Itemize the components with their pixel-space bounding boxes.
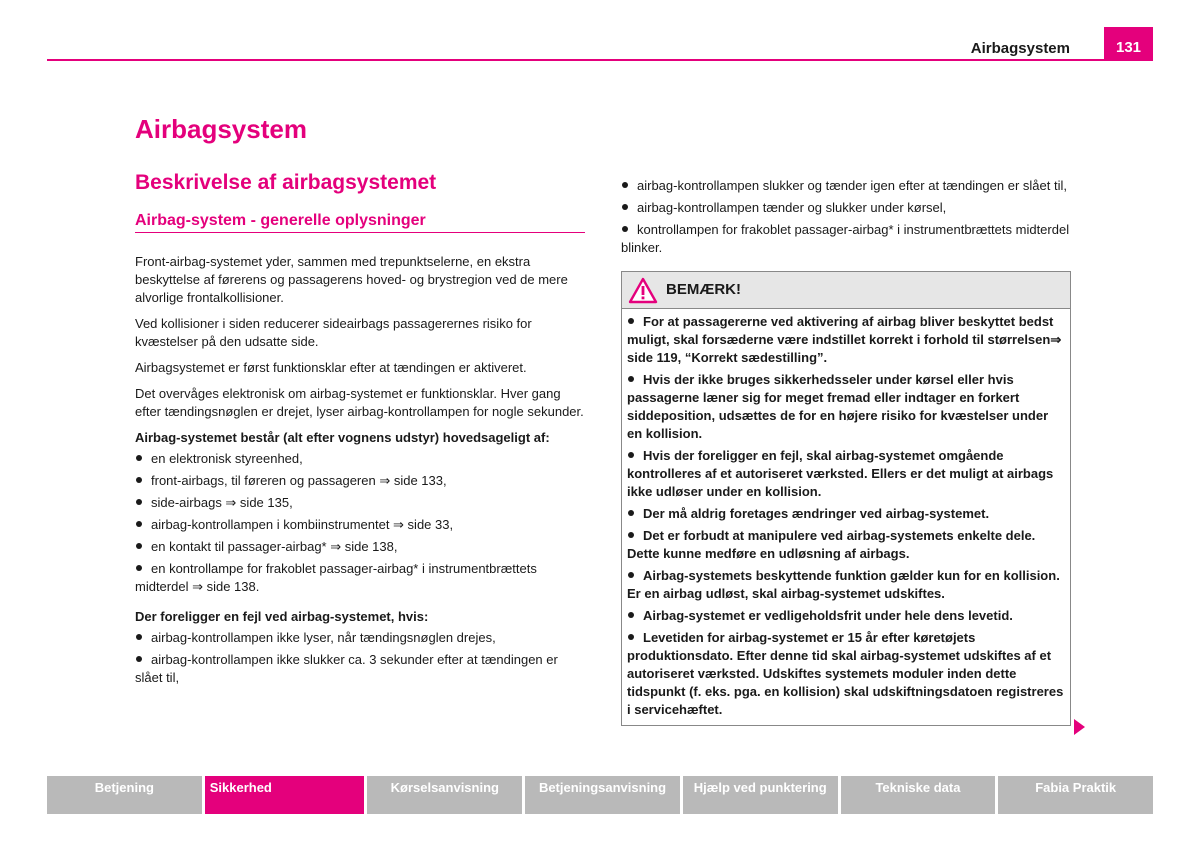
list-item: airbag-kontrollampen slukker og tænder igen efter at tændingen er slået til,: [621, 177, 1071, 195]
bullet-icon: [136, 565, 142, 571]
fault-list: [135, 629, 585, 687]
fault-heading: Der foreligger en fejl ved airbag-systemet, hvis:: [135, 609, 429, 624]
bullet-icon: [628, 452, 634, 458]
bullet-icon: [136, 499, 142, 505]
paragraph: Det overvåges elektronisk om airbag-systemet er funktionsklar. Hver gang efter tændingsnøglen er drejet, lyser airbag-kontrollampen for nogle sekunder.: [135, 386, 584, 419]
list-item: en kontrollampe for frakoblet passager-airbag* i instrumentbrættets midterdel ⇒ side 138.: [135, 561, 537, 594]
running-header-title: Airbagsystem: [970, 40, 1070, 57]
bullet-icon: [622, 182, 628, 188]
right-column: [621, 177, 1071, 726]
warning-note-header: [622, 272, 1070, 309]
list-item: For at passagererne ved aktivering af airbag bliver beskyttet bedst muligt, skal forsæderne være indstillet korrekt i forhold til størrelsen⇒ side 119, “Korrekt sædestilling”.: [627, 314, 1062, 365]
warning-list: [627, 313, 1065, 719]
tab-hjaelp-ved-punktering[interactable]: Hjælp ved punktering: [683, 776, 838, 814]
bullet-icon: [628, 318, 634, 324]
fault-list-continued: [621, 177, 1071, 257]
tab-betjening[interactable]: Betjening: [47, 776, 202, 814]
list-item: Det er forbudt at manipulere ved airbag-systemets enkelte dele. Dette kunne medføre en udløsning af airbags.: [627, 528, 1036, 561]
list-item: kontrollampen for frakoblet passager-airbag* i instrumentbrættets midterdel blinker.: [621, 222, 1070, 255]
tab-fabia-praktik[interactable]: Fabia Praktik: [998, 776, 1153, 814]
tab-tekniske-data[interactable]: Tekniske data: [841, 776, 996, 814]
bullet-icon: [622, 226, 628, 232]
warning-note-body: [622, 309, 1070, 725]
bullet-icon: [136, 521, 142, 527]
page-number: 131: [1104, 27, 1153, 61]
bullet-icon: [136, 455, 142, 461]
bullet-icon: [136, 543, 142, 549]
list-item: airbag-kontrollampen ikke lyser, når tændingsnøglen drejes,: [135, 629, 585, 647]
bullet-icon: [136, 477, 142, 483]
warning-triangle-icon: [628, 277, 658, 304]
paragraph: Front-airbag-systemet yder, sammen med trepunktselerne, en ekstra beskyttelse af førerens og passagerens hoved- og brystregion ved de mere alvorlige frontalkollisioner.: [135, 254, 568, 305]
header-rule: [47, 59, 1153, 61]
bullet-icon: [628, 510, 634, 516]
bullet-icon: [628, 634, 634, 640]
bullet-icon: [136, 656, 142, 662]
page-title: Airbagsystem: [135, 114, 307, 144]
paragraph: Ved kollisioner i siden reducerer sideairbags passagerernes risiko for kvæstelser på den udsatte side.: [135, 316, 532, 349]
warning-note-box: [621, 271, 1071, 726]
list-item: side-airbags ⇒ side 135,: [135, 494, 585, 512]
components-heading: Airbag-systemet består (alt efter vognens udstyr) hovedsageligt af:: [135, 430, 550, 445]
list-item: Airbag-systemet er vedligeholdsfrit under hele dens levetid.: [627, 607, 1065, 625]
bullet-icon: [628, 612, 634, 618]
list-item: airbag-kontrollampen tænder og slukker under kørsel,: [621, 199, 1071, 217]
list-item: airbag-kontrollampen ikke slukker ca. 3 sekunder efter at tændingen er slået til,: [135, 652, 558, 685]
list-item: Hvis der foreligger en fejl, skal airbag-systemet omgående kontrolleres af et autoriseret værksted. Ellers er det muligt at airbags ikke udløser under en kollision.: [627, 448, 1054, 499]
tab-betjeningsanvisning[interactable]: Betjeningsanvisning: [525, 776, 680, 814]
tab-korselsanvisning[interactable]: Kørselsanvisning: [367, 776, 522, 814]
tab-sikkerhed[interactable]: Sikkerhed: [205, 776, 365, 814]
components-list: [135, 450, 585, 596]
paragraph: Airbagsystemet er først funktionsklar efter at tændingen er aktiveret.: [135, 360, 527, 375]
bullet-icon: [136, 634, 142, 640]
bullet-icon: [628, 376, 634, 382]
list-item: en kontakt til passager-airbag* ⇒ side 138,: [135, 538, 585, 556]
bullet-icon: [628, 532, 634, 538]
list-item: Levetiden for airbag-systemet er 15 år efter køretøjets produktionsdato. Efter denne tid skal airbag-systemet udskiftes af et autoriseret værksted. Udskiftes systemets moduler inden dette tidspunkt (f. eks. pga. en kollision) skal udskiftningsdatoen registreres i servicehæftet.: [627, 630, 1064, 717]
list-item: Hvis der ikke bruges sikkerhedsseler under kørsel eller hvis passagerne læner sig for meget fremad eller indtager en forkert siddeposition, udsættes de for en højere risiko for kvæstelser under en kollision.: [627, 372, 1049, 441]
continue-arrow-icon: [1074, 719, 1085, 735]
subsection-title: Airbag-system - generelle oplysninger: [135, 212, 585, 233]
section-title: Beskrivelse af airbagsystemet: [135, 171, 437, 194]
list-item: airbag-kontrollampen i kombiinstrumentet ⇒ side 33,: [135, 516, 585, 534]
bullet-icon: [622, 204, 628, 210]
chapter-nav: [47, 776, 1153, 814]
list-item: en elektronisk styreenhed,: [135, 450, 585, 468]
list-item: Airbag-systemets beskyttende funktion gælder kun for en kollision. Er en airbag udløst, skal airbag-systemet udskiftes.: [627, 568, 1060, 601]
left-column: [135, 171, 585, 695]
bullet-icon: [628, 572, 634, 578]
list-item: Der må aldrig foretages ændringer ved airbag-systemet.: [627, 505, 1065, 523]
warning-note-title: BEMÆRK!: [666, 281, 741, 298]
list-item: front-airbags, til føreren og passageren ⇒ side 133,: [135, 472, 585, 490]
